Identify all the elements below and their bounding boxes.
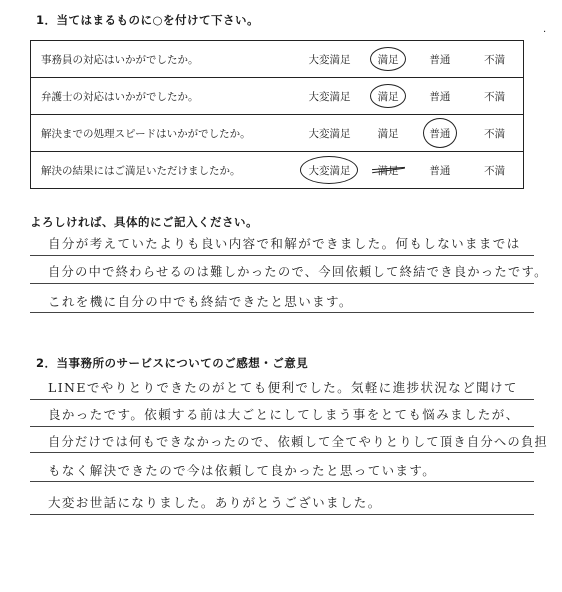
question-speed: 解決までの処理スピードはいかがでしたか。	[31, 115, 297, 152]
option-dissatisfied: 不満	[466, 78, 523, 115]
ruled-line	[30, 255, 534, 256]
comment-line: 自分が考えていたよりも良い内容で和解ができました。何もしないままでは	[48, 236, 521, 251]
table-row	[31, 115, 524, 152]
option-label: 満足	[377, 53, 399, 66]
feedback-line: 大変お世話になりました。ありがとうございました。	[48, 495, 382, 510]
comment-line: 自分の中で終わらせるのは難しかったので、今回依頼して終結でき良かったです。	[48, 264, 548, 279]
ruled-line	[30, 283, 534, 284]
option-dissatisfied: 不満	[466, 152, 523, 189]
ruled-line	[30, 399, 534, 400]
option-neutral: 普通	[429, 53, 451, 66]
ruled-line	[30, 312, 534, 313]
ruled-line	[30, 481, 534, 482]
table-row	[31, 78, 524, 115]
table-row	[31, 152, 524, 189]
ruled-line	[30, 514, 534, 515]
question-staff: 事務員の対応はいかがでしたか。	[41, 53, 199, 66]
option-label: 普通	[429, 127, 451, 140]
option-satisfied	[363, 152, 414, 189]
table-row	[31, 41, 524, 78]
ruled-line	[30, 426, 534, 427]
option-very-satisfied	[296, 152, 362, 189]
section1-heading: 1．当てはまるものに○を付けて下さい。	[36, 13, 260, 27]
option-label: 満足	[377, 90, 399, 103]
option-satisfied	[363, 78, 414, 115]
stray-mark: .	[543, 24, 547, 35]
option-neutral	[414, 115, 467, 152]
feedback-line: 良かったです。依頼する前は大ごとにしてしまう事をとても悩みましたが、	[48, 407, 520, 422]
ruled-line	[30, 452, 534, 453]
option-label: 大変満足	[308, 164, 351, 177]
option-very-satisfied: 大変満足	[308, 53, 351, 66]
option-neutral: 普通	[414, 152, 467, 189]
option-dissatisfied: 不満	[466, 115, 523, 152]
question-result: 解決の結果にはご満足いただけましたか。	[31, 152, 297, 189]
option-label: 満足	[377, 164, 399, 177]
option-satisfied: 満足	[363, 115, 414, 152]
option-dissatisfied: 不満	[484, 53, 506, 66]
question-lawyer: 弁護士の対応はいかがでしたか。	[31, 78, 297, 115]
option-very-satisfied: 大変満足	[296, 78, 362, 115]
option-neutral: 普通	[414, 78, 467, 115]
option-very-satisfied: 大変満足	[296, 115, 362, 152]
option-satisfied	[363, 41, 414, 78]
feedback-line: LINEでやりとりできたのがとても便利でした。気軽に進捗状況など聞けて	[48, 380, 518, 395]
feedback-line: もなく解決できたので今は依頼して良かったと思っています。	[48, 463, 437, 478]
comment-line: これを機に自分の中でも終結できたと思います。	[48, 294, 353, 309]
feedback-line: 自分だけでは何もできなかったので、依頼して全てやりとりして頂き自分への負担	[48, 434, 549, 449]
section2-heading: 2．当事務所のサービスについてのご感想・ご意見	[36, 356, 309, 370]
satisfaction-table	[30, 40, 524, 189]
comments-prompt: よろしければ、具体的にご記入ください。	[30, 215, 258, 229]
